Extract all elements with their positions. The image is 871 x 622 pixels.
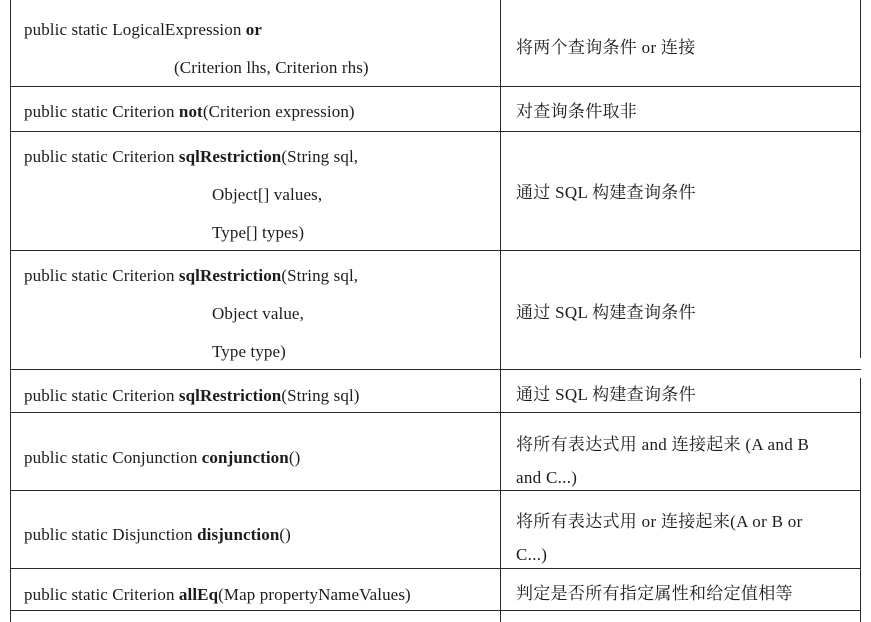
method-name: or [245,20,263,39]
signature-suffix: (String sql, [281,266,359,285]
signature-continuation: (Criterion lhs, Criterion rhs) [174,58,369,77]
signature-suffix: () [279,525,291,544]
signature-prefix: public static Criterion [24,585,179,604]
table-row-not-description [516,100,637,124]
signature-suffix: (String sql) [281,386,360,405]
table-border-left [10,0,11,622]
description-text: C...) [516,545,548,564]
table-row-conjunction-description [516,428,809,494]
table-row-disjunction-description [516,505,803,571]
table-row-not-signature [24,93,355,131]
signature-prefix: public static LogicalExpression [24,20,246,39]
signature-prefix: public static Criterion [24,386,179,405]
description-text: 将所有表达式用 and 连接起来 (A and B [516,435,810,454]
table-row-disjunction-signature [24,516,291,554]
description-text: 通过 SQL 构建查询条件 [516,385,696,404]
method-name: sqlRestriction [178,266,282,285]
signature-continuation: Type[] types) [212,223,305,242]
table-row-alleq-signature [24,576,411,614]
signature-line [24,439,300,477]
signature-line [24,516,291,554]
table-row-sqlrestriction-sql-signature [24,377,360,415]
table-row-or-signature [24,11,369,87]
table-row-sqlrestriction-values-signature [24,138,358,252]
signature-line [24,257,358,295]
description-text: and C...) [516,468,578,487]
signature-suffix: (Map propertyNameValues) [218,585,411,604]
description-text: 通过 SQL 构建查询条件 [516,183,696,202]
table-rule [10,131,861,132]
table-row-sqlrestriction-value-signature [24,257,358,371]
signature-suffix: (String sql, [281,147,359,166]
signature-prefix: public static Conjunction [24,448,202,467]
signature-line [24,576,411,614]
table-row-or-description [516,36,696,60]
table-row-sqlrestriction-sql-description [516,383,696,407]
table-column-divider [500,0,501,622]
description-text: 判定是否所有指定属性和给定值相等 [516,584,793,603]
method-name: sqlRestriction [178,147,282,166]
method-name: conjunction [201,448,289,467]
description-text: 将所有表达式用 or 连接起来(A or B or [516,512,803,531]
signature-line [24,138,358,176]
table-row-sqlrestriction-values-description [516,181,696,205]
description-text: 对查询条件取非 [516,102,638,121]
signature-suffix: () [288,448,301,467]
signature-prefix: public static Criterion [24,102,179,121]
description-text: 通过 SQL 构建查询条件 [516,303,696,322]
method-name: allEq [178,585,219,604]
signature-prefix: public static Criterion [24,147,179,166]
signature-continuation: Object value, [212,304,304,323]
description-text: 将两个查询条件 or 连接 [516,38,696,57]
signature-prefix: public static Criterion [24,266,179,285]
table-row-sqlrestriction-value-description [516,301,696,325]
signature-prefix: public static Disjunction [24,525,198,544]
signature-continuation: Type type) [212,342,286,361]
method-name: not [178,102,203,121]
signature-line [24,11,369,49]
table-row-alleq-description [516,582,793,606]
method-name: sqlRestriction [178,386,282,405]
table-border-right [860,378,861,622]
signature-continuation: Object[] values, [212,185,323,204]
signature-line [24,377,360,415]
signature-line [24,93,355,131]
signature-suffix: (Criterion expression) [202,102,355,121]
table-row-conjunction-signature [24,439,300,477]
method-name: disjunction [197,525,280,544]
table-border-right [860,0,861,358]
